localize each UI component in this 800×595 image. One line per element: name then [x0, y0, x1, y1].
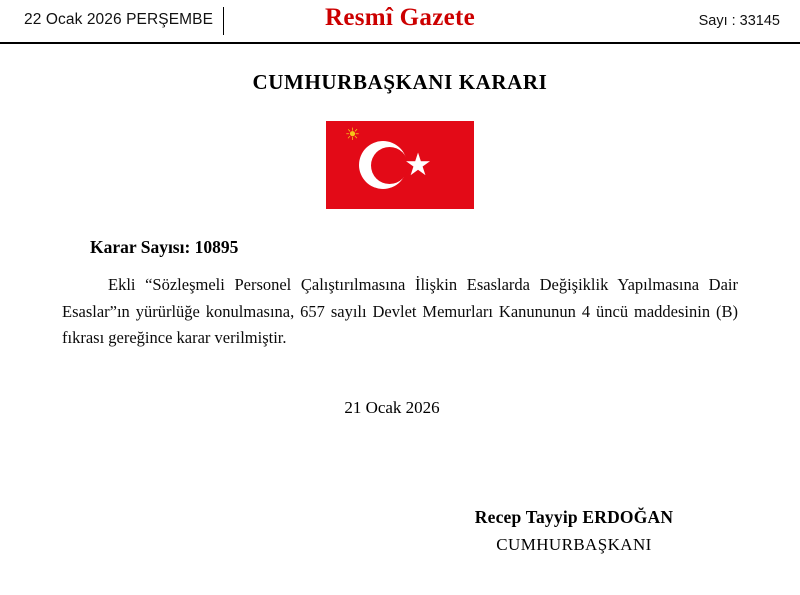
crescent-inner-shape	[371, 147, 408, 184]
star-icon: ★	[404, 147, 432, 183]
signature-block	[424, 507, 724, 555]
signatory-role: CUMHURBAŞKANI	[496, 535, 652, 554]
page-title: CUMHURBAŞKANI KARARI	[252, 70, 548, 94]
decision-paragraph: Ekli “Sözleşmeli Personel Çalıştırılmasına İlişkin Esaslarda Değişiklik Yapılmasına Dair Esaslar”ın yürürlüğe konulmasına, 657 sayılı Devlet Memurları Kanununun 4 üncü maddesinin (B) fıkrası gereğince karar verilmiştir.	[62, 275, 738, 348]
turkish-flag-icon	[326, 121, 474, 209]
masthead-title: Resmî Gazete	[324, 4, 476, 31]
masthead-issue-number: Sayı : 33145	[698, 13, 780, 29]
decision-number: Karar Sayısı: 10895	[90, 237, 239, 257]
masthead	[0, 0, 800, 44]
signatory-name: Recep Tayyip ERDOĞAN	[474, 507, 674, 527]
sun-icon: ☀	[344, 125, 361, 145]
flag-container	[0, 121, 800, 209]
document-body	[62, 237, 738, 418]
decision-date: 21 Ocak 2026	[344, 398, 440, 418]
masthead-date: 22 Ocak 2026 PERŞEMBE	[0, 7, 224, 35]
